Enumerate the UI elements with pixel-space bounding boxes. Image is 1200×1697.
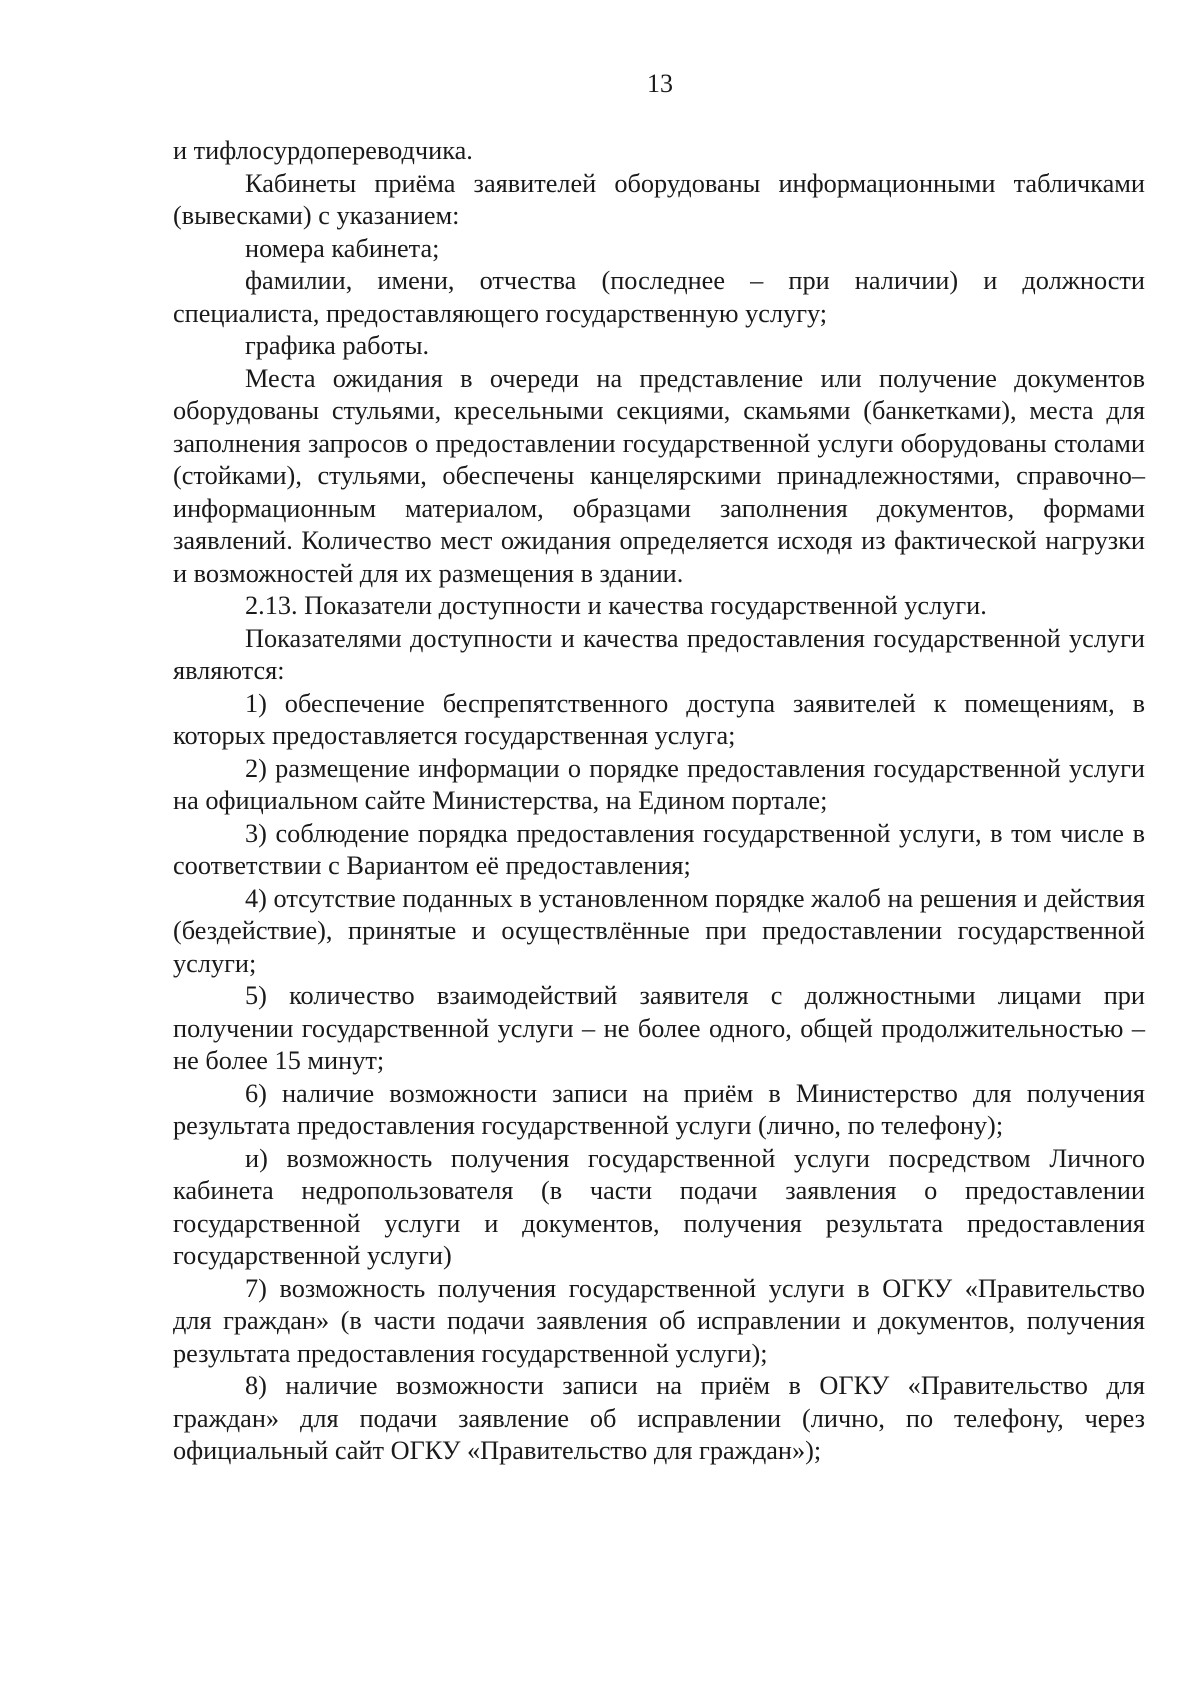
list-item: 6) наличие возможности записи на приём в Министерство для получения результата предоставления государственной услуги (лично, по телефону);: [173, 1078, 1145, 1140]
page-number: 13: [647, 69, 673, 98]
paragraph: и тифлосурдопереводчика.: [173, 136, 473, 165]
document-body: [173, 135, 1145, 1468]
paragraph: Кабинеты приёма заявителей оборудованы информационными табличками (вывесками) с указанием:: [173, 168, 1145, 230]
paragraph: графика работы.: [245, 331, 430, 360]
list-item: 7) возможность получения государственной услуги в ОГКУ «Правительство для граждан» (в части подачи заявления об исправлении и документов, получения результата предоставления государственной услуги);: [173, 1273, 1145, 1368]
paragraph: Показателями доступности и качества предоставления государственной услуги являются:: [173, 623, 1145, 685]
list-item: 1) обеспечение беспрепятственного доступа заявителей к помещениям, в которых предоставляется государственная услуга;: [173, 688, 1145, 750]
list-item: 2) размещение информации о порядке предоставления государственной услуги на официальном сайте Министерства, на Едином портале;: [173, 753, 1145, 815]
list-item: и) возможность получения государственной услуги посредством Личного кабинета недропользователя (в части подачи заявления о предоставлении государственной услуги и документов, получения результата предоставления государственной услуги): [173, 1143, 1145, 1270]
list-item: 8) наличие возможности записи на приём в ОГКУ «Правительство для граждан» для подачи заявление об исправлении (лично, по телефону, через официальный сайт ОГКУ «Правительство для граждан»);: [173, 1371, 1145, 1465]
paragraph: номера кабинета;: [245, 233, 440, 263]
list-item: 5) количество взаимодействий заявителя с должностными лицами при получении государственной услуги – не более одного, общей продолжительностью – не более 15 минут;: [173, 981, 1145, 1075]
list-item: 4) отсутствие поданных в установленном порядке жалоб на решения и действия (бездействие), принятые и осуществлённые при предоставлении государственной услуги;: [173, 883, 1145, 978]
section-heading: 2.13. Показатели доступности и качества государственной услуги.: [245, 591, 987, 620]
paragraph: Места ожидания в очереди на представление или получение документов оборудованы стульями, кресельными секциями, скамьями (банкетками), места для заполнения запросов о предоставлении государственной услуги оборудованы столами (стойками), стульями, обеспечены канцелярскими принадлежностями, справочно–информационным материалом, образцами заполнения документов, формами заявлений. Количество мест ожидания определяется исходя из фактической нагрузки и возможностей для их размещения в здании.: [173, 363, 1145, 588]
list-item: 3) соблюдение порядка предоставления государственной услуги, в том числе в соответствии с Вариантом её предоставления;: [173, 818, 1145, 880]
paragraph: фамилии, имени, отчества (последнее – при наличии) и должности специалиста, предоставляющего государственную услугу;: [173, 266, 1145, 328]
